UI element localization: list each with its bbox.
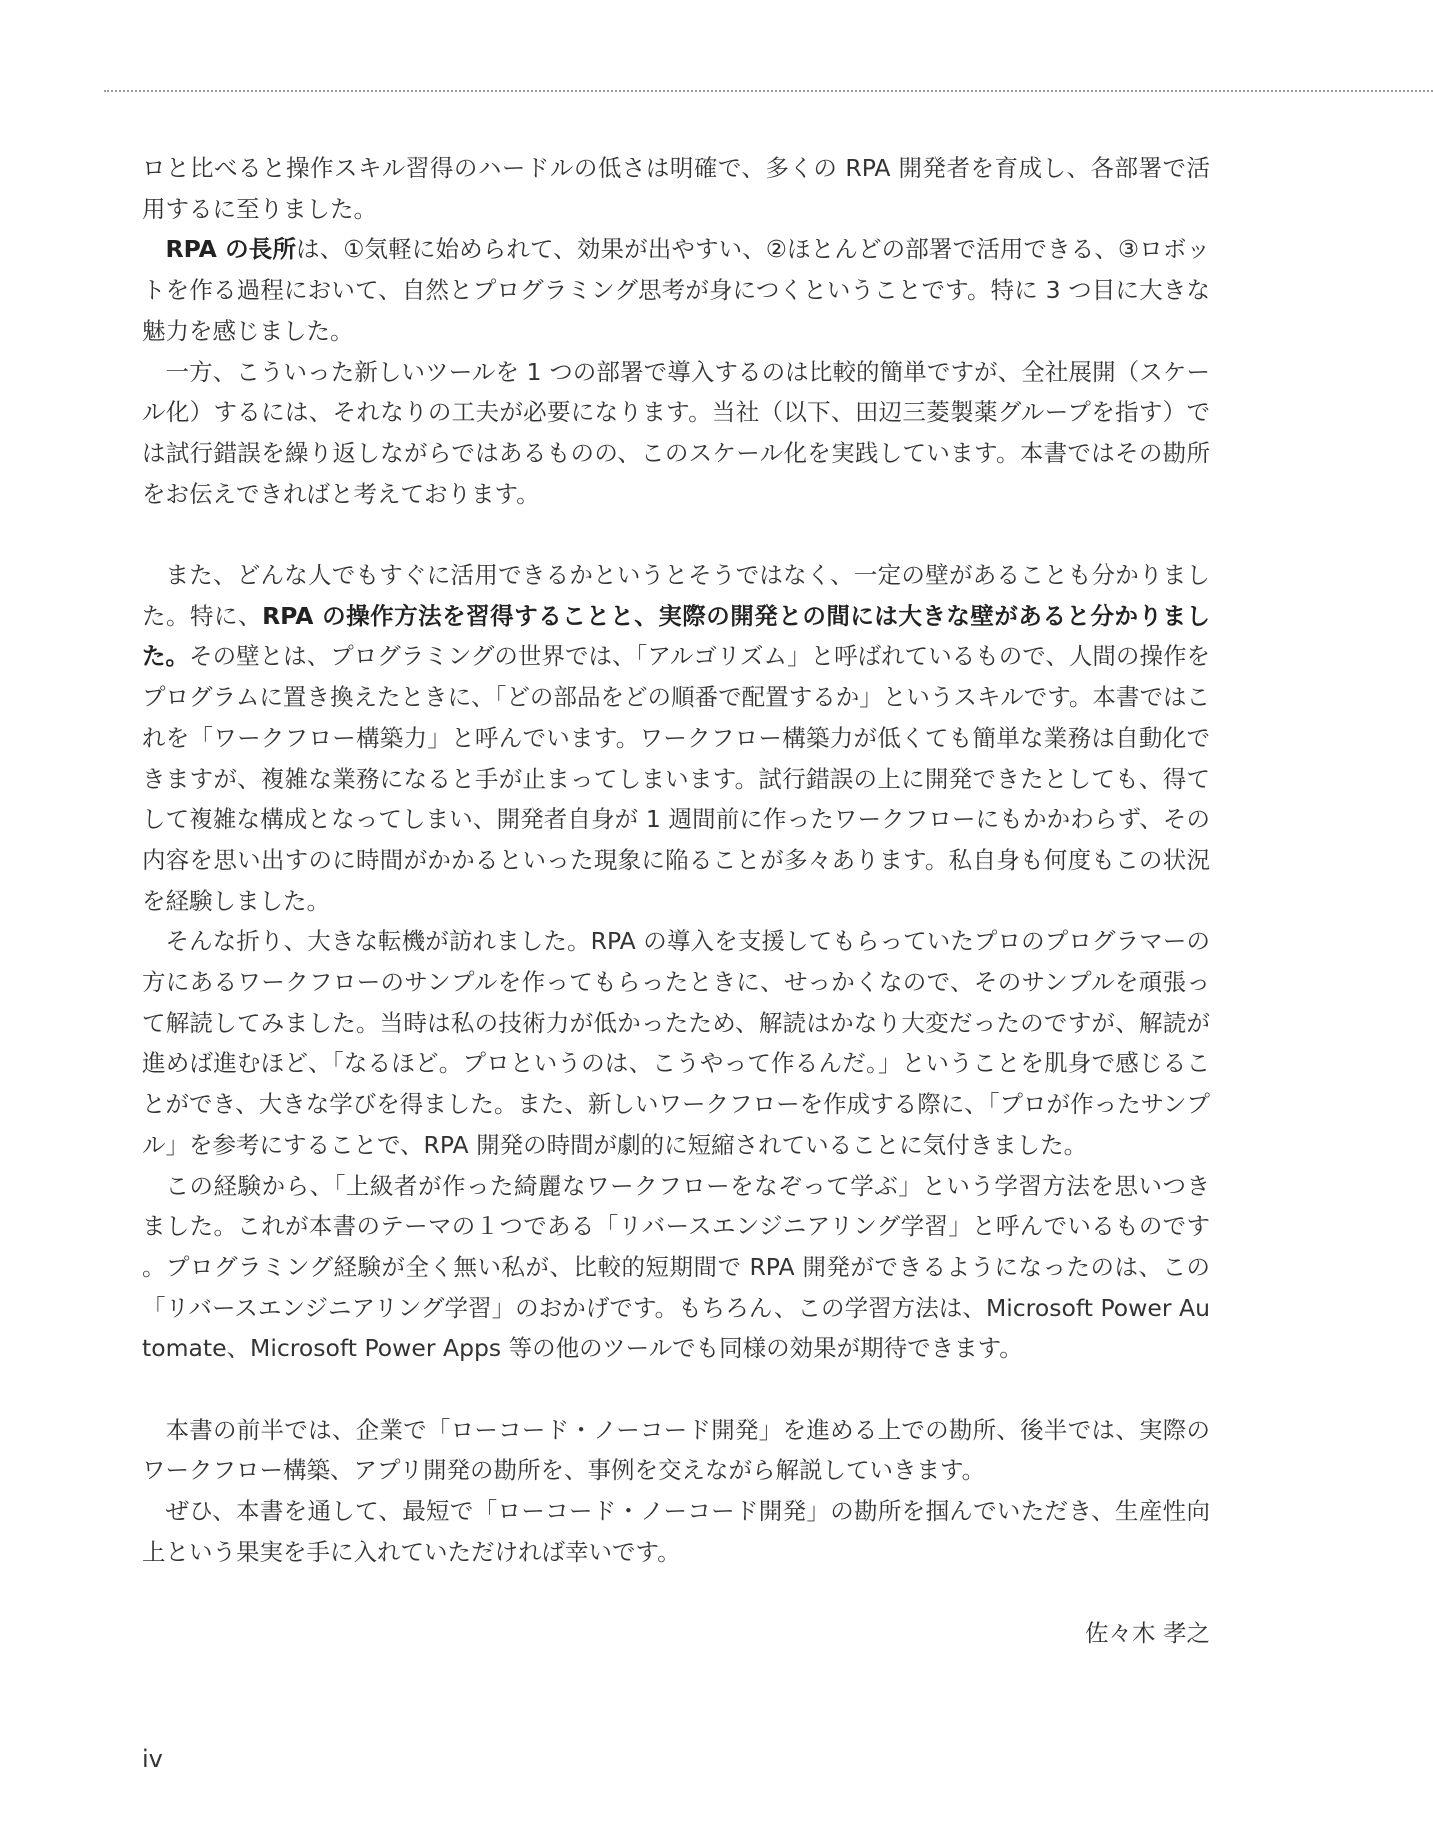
paragraph-4	[142, 555, 1210, 921]
header-dotted-rule	[104, 90, 1433, 92]
paragraph-4-text-end: その壁とは、プログラミングの世界では、「アルゴリズム」と呼ばれているもので、人間の操作をプログラムに置き換えたときに、「どの部品をどの順番で配置するか」というスキルです。本書ではこれを「ワークフロー構築力」と呼んでいます。ワークフロー構築力が低くても簡単な業務は自動化できますが、複雑な業務になると手が止まってしまいます。試行錯誤の上に開発できたとしても、得てして複雑な構成となってしまい、開発者自身が 1 週間前に作ったワークフローにもかかわらず、その内容を思い出すのに時間がかかるといった現象に陥ることが多々あります。私自身も何度もこの状況を経験しました。	[142, 642, 1211, 915]
paragraph-8	[142, 1491, 1210, 1572]
paragraph-2-text: は、①気軽に始められて、効果が出やすい、②ほとんどの部署で活用できる、③ロボットを作る過程において、自然とプログラミング思考が身につくということです。特に 3 つ目に大きな魅力を感じました。	[142, 235, 1210, 345]
paragraph-7	[142, 1410, 1210, 1491]
author-signature: 佐々木 孝之	[1085, 1619, 1210, 1647]
paragraph-8-text: ぜひ、本書を通して、最短で「ローコード・ノーコード開発」の勘所を掴んでいただき、生産性向上という果実を手に入れていただければ幸いです。	[142, 1497, 1210, 1566]
paragraph-3-text: 一方、こういった新しいツールを 1 つの部署で導入するのは比較的簡単ですが、全社展開（スケール化）するには、それなりの工夫が必要になります。当社（以下、田辺三菱製薬グループを指す）では試行錯誤を繰り返しながらではあるものの、このスケール化を実践しています。本書ではその勘所をお伝えできればと考えております。	[142, 357, 1210, 508]
paragraph-2-emphasis: RPA の長所	[165, 235, 297, 264]
body-text	[142, 148, 1210, 1573]
paragraph-6-text: この経験から、「上級者が作った綺麗なワークフローをなぞって学ぶ」という学習方法を思いつきました。これが本書のテーマの１つである「リバースエンジニアリング学習」と呼んでいるものです。プログラミング経験が全く無い私が、比較的短期間で RPA 開発ができるようになったのは、この「リバースエンジニアリング学習」のおかげです。もちろん、この学習方法は、Microsoft Power Automate、Microsoft Power Apps 等の他のツールでも同様の効果が期待できます。	[142, 1171, 1210, 1363]
paragraph-6	[142, 1166, 1210, 1370]
paragraph-7-text: 本書の前半では、企業で「ローコード・ノーコード開発」を進める上での勘所、後半では、実際のワークフロー構築、アプリ開発の勘所を、事例を交えながら解説していきます。	[142, 1415, 1210, 1485]
page-number: iv	[142, 1745, 163, 1773]
paragraph-4-text-start: また、どんな人でもすぐに活用できるかというとそうではなく、一定の壁があることも分かりました。特に、	[142, 561, 1210, 630]
paragraph-1	[142, 148, 1210, 229]
paragraph-1-text: ロと比べると操作スキル習得のハードルの低さは明確で、多くの RPA 開発者を育成し、各部署で活用するに至りました。	[142, 154, 1210, 223]
paragraph-5-text: そんな折り、大きな転機が訪れました。RPA の導入を支援してもらっていたプロのプログラマーの方にあるワークフローのサンプルを作ってもらったときに、せっかくなので、そのサンプルを頑張って解読してみました。当時は私の技術力が低かったため、解読はかなり大変だったのですが、解読が進めば進むほど、「なるほど。プロというのは、こうやって作るんだ。」ということを肌身で感じることができ、大きな学びを得ました。また、新しいワークフローを作成する際に、「プロが作ったサンプル」を参考にすることで、RPA 開発の時間が劇的に短縮されていることに気付きました。	[142, 927, 1210, 1159]
paragraph-3	[142, 352, 1210, 515]
paragraph-2	[142, 229, 1210, 351]
paragraph-5	[142, 921, 1210, 1165]
paragraph-4-emphasis: RPA の操作方法を習得することと、実際の開発との間には大きな壁があると分かりました。	[142, 601, 1211, 671]
